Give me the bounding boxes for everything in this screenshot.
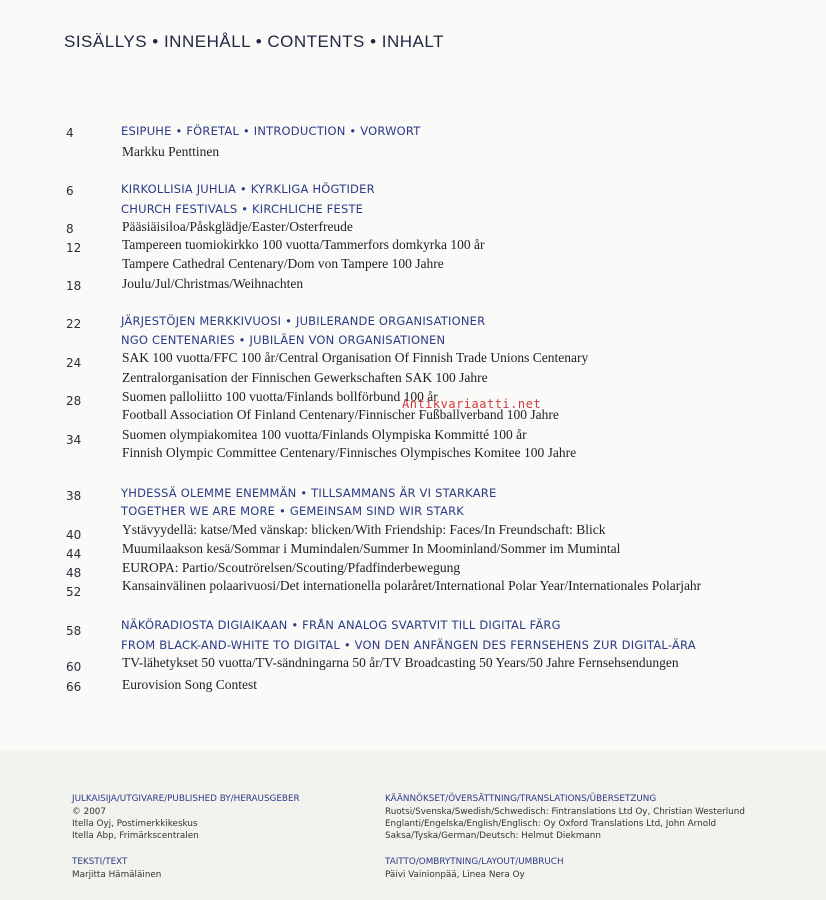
credit-text: Itella Oyj, Postimerkkikeskus — [72, 819, 198, 829]
toc-page-number: 28 — [66, 394, 82, 408]
credit-text: Englanti/Engelska/English/Englisch: Oy Oxford Translations Ltd, John Arnold — [385, 819, 717, 829]
toc-page-number: 48 — [66, 566, 82, 580]
toc-page-number: 38 — [66, 489, 82, 503]
watermark: Antikvariaatti.net — [402, 397, 542, 411]
toc-entry-line: Football Association Of Finland Centenary/Finnischer Fußballverband 100 Jahre — [122, 407, 559, 422]
toc-entry-line: EUROPA: Partio/Scoutrörelsen/Scouting/Pfadfinderbewegung — [122, 560, 461, 575]
toc-entry-line: Zentralorganisation der Finnischen Gewerkschaften SAK 100 Jahre — [122, 370, 488, 385]
toc-entry-line: Suomen palloliitto 100 vuotta/Finlands bollförbund 100 år — [122, 389, 438, 404]
toc-page-number: 58 — [66, 624, 82, 638]
credit-label: JULKAISIJA/UTGIVARE/PUBLISHED BY/HERAUSGEBER — [72, 794, 300, 804]
toc-entry-line: Tampereen tuomiokirkko 100 vuotta/Tammerfors domkyrka 100 år — [122, 237, 485, 252]
section-heading: CHURCH FESTIVALS • KIRCHLICHE FESTE — [121, 202, 364, 216]
toc-page-number: 66 — [66, 680, 82, 694]
credit-text: Marjitta Hämäläinen — [72, 870, 162, 880]
section-heading: TOGETHER WE ARE MORE • GEMEINSAM SIND WIR STARK — [121, 504, 464, 518]
credit-label: TEKSTI/TEXT — [72, 857, 128, 867]
toc-entry-line: Pääsiäisiloa/Påskglädje/Easter/Osterfreude — [122, 219, 353, 234]
toc-entry-line: Markku Penttinen — [122, 144, 220, 159]
text-credit — [72, 857, 161, 881]
toc-page-number: 34 — [66, 433, 82, 447]
toc-page-number: 22 — [66, 317, 82, 331]
publisher-credit — [72, 794, 300, 842]
toc-page-number: 60 — [66, 660, 82, 674]
section-heading: NÄKÖRADIOSTA DIGIAIKAAN • FRÅN ANALOG SVARTVIT TILL DIGITAL FÄRG — [121, 618, 561, 632]
toc-entry-line: Tampere Cathedral Centenary/Dom von Tampere 100 Jahre — [122, 256, 444, 271]
layout-credit — [385, 857, 564, 881]
credit-text: Päivi Vainionpää, Linea Nera Oy — [385, 870, 525, 880]
toc-entry-line: Joulu/Jul/Christmas/Weihnachten — [122, 276, 304, 291]
toc-page-number: 44 — [66, 547, 82, 561]
toc-page-number: 52 — [66, 585, 82, 599]
toc-page-number: 12 — [66, 241, 82, 255]
translations-credit — [385, 794, 745, 842]
toc-page-number: 8 — [66, 222, 74, 236]
section-heading: JÄRJESTÖJEN MERKKIVUOSI • JUBILERANDE ORGANISATIONER — [121, 314, 486, 328]
credit-text: © 2007 — [72, 807, 106, 817]
credits-footer — [0, 750, 826, 900]
section-heading: FROM BLACK-AND-WHITE TO DIGITAL • VON DEN ANFÄNGEN DES FERNSEHENS ZUR DIGITAL-ÄRA — [121, 638, 696, 652]
toc-entry-line: Muumilaakson kesä/Sommar i Mumindalen/Summer In Moominland/Sommer im Mumintal — [122, 541, 621, 556]
toc-entry-line: Finnish Olympic Committee Centenary/Finnisches Olympisches Komitee 100 Jahre — [122, 445, 577, 460]
toc-entry-line: Kansainvälinen polaarivuosi/Det internationella polaråret/International Polar Year/Internationales Polarjahr — [122, 578, 702, 593]
toc-entry-line: Eurovision Song Contest — [122, 677, 258, 692]
toc-page-number: 40 — [66, 528, 82, 542]
page-title: SISÄLLYS • INNEHÅLL • CONTENTS • INHALT — [64, 32, 444, 51]
toc-page-number: 18 — [66, 279, 82, 293]
toc-entry-line: Ystävyydellä: katse/Med vänskap: blicken/With Friendship: Faces/In Freundschaft: Blick — [122, 522, 606, 537]
credit-text: Itella Abp, Frimärkscentralen — [72, 831, 199, 841]
section-heading: ESIPUHE • FÖRETAL • INTRODUCTION • VORWORT — [121, 124, 421, 138]
toc-entry-line: TV-lähetykset 50 vuotta/TV-sändningarna 50 år/TV Broadcasting 50 Years/50 Jahre Fernsehsendungen — [122, 655, 679, 670]
toc-entry-line: Suomen olympiakomitea 100 vuotta/Finlands Olympiska Kommitté 100 år — [122, 427, 527, 442]
section-heading: YHDESSÄ OLEMME ENEMMÄN • TILLSAMMANS ÄR VI STARKARE — [121, 486, 497, 500]
toc-page-number: 4 — [66, 126, 74, 140]
toc-page-number: 6 — [66, 184, 74, 198]
credit-label: TAITTO/OMBRYTNING/LAYOUT/UMBRUCH — [385, 857, 564, 867]
credit-text: Ruotsi/Svenska/Swedish/Schwedisch: Fintranslations Ltd Oy, Christian Westerlund — [385, 807, 745, 817]
toc-page-number: 24 — [66, 356, 82, 370]
credit-label: KÄÄNNÖKSET/ÖVERSÄTTNING/TRANSLATIONS/ÜBERSETZUNG — [385, 794, 657, 804]
section-heading: NGO CENTENARIES • JUBILÄEN VON ORGANISATIONEN — [121, 333, 446, 347]
credit-text: Saksa/Tyska/German/Deutsch: Helmut Diekmann — [385, 831, 601, 841]
toc-entry-line: SAK 100 vuotta/FFC 100 år/Central Organisation Of Finnish Trade Unions Centenary — [122, 350, 589, 365]
section-heading: KIRKOLLISIA JUHLIA • KYRKLIGA HÖGTIDER — [121, 182, 375, 196]
